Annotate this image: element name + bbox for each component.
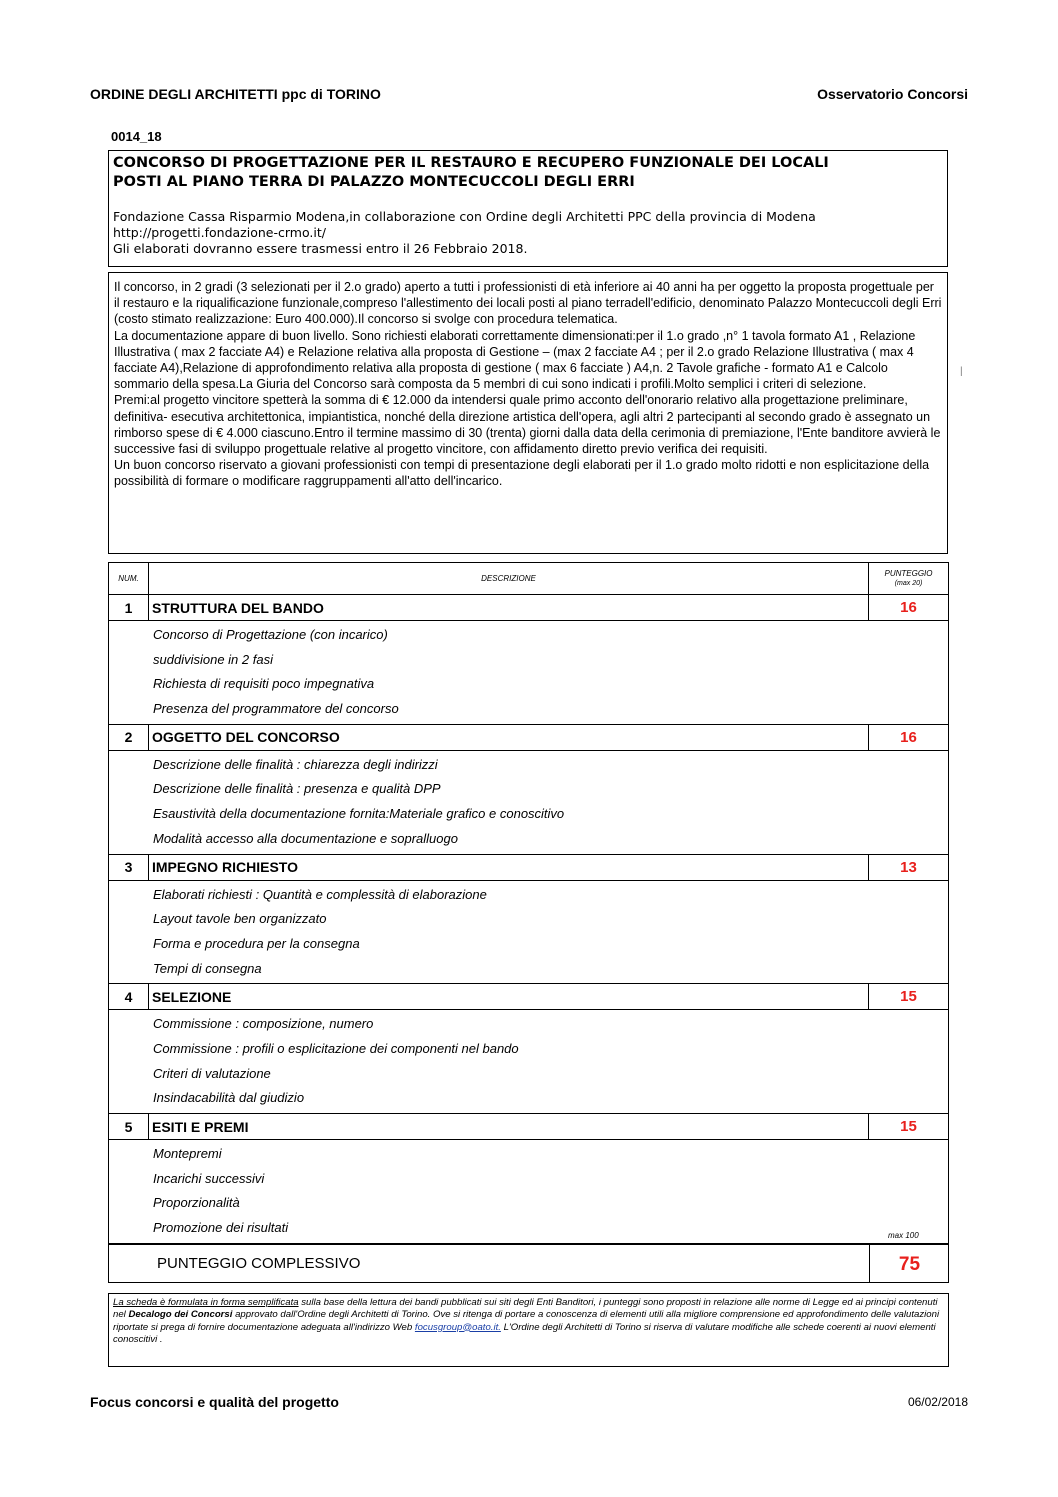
category-row	[109, 854, 949, 880]
criterion-item: Forma e procedura per la consegna	[153, 935, 360, 951]
criterion-item: Richiesta di requisiti poco impegnativa	[153, 676, 375, 692]
category-label: ESITI E PREMI	[149, 1114, 869, 1140]
category-row	[109, 595, 949, 621]
title-line-2: POSTI AL PIANO TERRA DI PALAZZO MONTECUCCOLI DEGLI ERRI	[113, 174, 635, 190]
category-items	[109, 1010, 949, 1114]
footer-date: 06/02/2018	[907, 1395, 968, 1409]
criterion-item: Proporzionalità	[153, 1195, 240, 1211]
category-number: 5	[109, 1114, 149, 1140]
criterion-item: Concorso di Progettazione (con incarico)	[153, 627, 388, 642]
category-row	[109, 984, 949, 1010]
category-items	[109, 750, 949, 854]
org-header: ORDINE DEGLI ARCHITETTI ppc di TORINO	[90, 86, 381, 102]
note-decalogo: Decalogo dei Concorsi	[128, 1309, 233, 1321]
note-text: L'Ordine degli Architetti di Torino si riserva di valutare modifiche alle schede coerenti ai nuovi elementi conoscitivi .	[113, 1321, 936, 1345]
col-num-header: NUM.	[109, 563, 149, 595]
col-score-header	[869, 563, 949, 595]
col-desc-header: DESCRIZIONE	[149, 563, 869, 595]
deadline-text: Gli elaborati dovranno essere trasmessi entro il 26 Febbraio 2018.	[113, 241, 528, 256]
category-items-row	[109, 1140, 949, 1244]
criterion-item: suddivisione in 2 fasi	[153, 651, 273, 667]
total-score: 75	[898, 1254, 921, 1275]
side-mark: |	[960, 366, 963, 377]
criterion-item: Criteri di valutazione	[153, 1065, 271, 1081]
max-total-label: max 100	[888, 1231, 919, 1240]
description-paragraph: Il concorso, in 2 gradi (3 selezionati per il 2.o grado) aperto a tutti i professionisti di età inferiore ai 40 anni ha per oggetto la proposta progettuale per il restauro e la riqualificazione funzionale,compreso l'allestimento dei locali posti al piano terradell'edificio, denominato Palazzo Montecuccoli degli Erri (costo stimato realizzazione: Euro 400.000).Il concorso si svolge con procedura telematica.	[114, 280, 942, 327]
category-score: 16	[869, 724, 949, 750]
criterion-item: Descrizione delle finalità : presenza e qualità DPP	[153, 781, 441, 797]
category-row	[109, 724, 949, 750]
category-number: 2	[109, 724, 149, 750]
score-table	[108, 562, 949, 1244]
note-text: approvato dall'Ordine degli Architetti di Torino. Ove si ritenga di portare a conoscenza di elementi utili alla migliore comprensione ed approfondimento delle valutazioni riportate si prega di fornire documentazione adeguata all'indirizzo Web	[113, 1309, 940, 1333]
category-score: 15	[869, 984, 949, 1010]
category-score: 15	[869, 1114, 949, 1140]
observatory-header: Osservatorio Concorsi	[817, 86, 968, 102]
category-items	[109, 621, 949, 725]
category-number: 1	[109, 595, 149, 621]
criterion-item: Tempi di consegna	[153, 960, 262, 976]
note-text: sulla base della lettura dei bandi pubblicati sui siti degli Enti Banditori, i punteggi sono proposti in relazione alle norme di Legge ed ai principi contenuti nel	[113, 1297, 938, 1321]
total-label: PUNTEGGIO COMPLESSIVO	[157, 1255, 361, 1272]
category-items-row	[109, 621, 949, 725]
total-box	[108, 1244, 949, 1283]
criterion-item: Presenza del programmatore del concorso	[153, 701, 399, 717]
description-box	[108, 272, 948, 554]
promoter-text: Fondazione Cassa Risparmio Modena,in collaborazione con Ordine degli Architetti PPC della provincia di Modena	[113, 209, 816, 224]
title-line-1: CONCORSO DI PROGETTAZIONE PER IL RESTAURO E RECUPERO FUNZIONALE DEI LOCALI	[113, 155, 829, 171]
title-box	[108, 150, 948, 267]
table-header-row	[109, 563, 949, 595]
criterion-item: Montepremi	[153, 1146, 222, 1161]
category-items-row	[109, 750, 949, 854]
category-label: SELEZIONE	[149, 984, 869, 1010]
category-items-row	[109, 1010, 949, 1114]
category-items	[109, 880, 949, 984]
description-paragraph: Premi:al progetto vincitore spetterà la somma di € 12.000 da intendersi quale primo acconto dell'onorario relativo alla progettazione preliminare, definitiva- esecutiva architettonica, impiantistica, nonché della direzione artistica dell'opera, agli altri 2 partecipanti al secondo grado è assegnato un rimborso spese di € 4.000 ciascuno.Entro il termine massimo di 30 (trenta) giorni dalla data della cerimonia di premiazione, l'Ente banditore avvierà le successive fasi di sviluppo progettuale relative al progetto vincitore, con affidamento diretto previo verifica dei requisiti.	[114, 393, 941, 457]
note-email-link[interactable]: focusgroup@oato.it.	[414, 1321, 501, 1333]
category-label: STRUTTURA DEL BANDO	[149, 595, 869, 621]
col-score-max: (max 20)	[894, 580, 923, 587]
category-number: 3	[109, 854, 149, 880]
description-paragraph: Un buon concorso riservato a giovani professionisti con tempi di presentazione degli elaborati per il 1.o grado molto ridotti e non esplicitazione della possibilità di formare o modificare raggruppamenti all'atto dell'incarico.	[114, 458, 930, 489]
note-lead: La scheda è formulata in forma semplificata	[113, 1297, 299, 1308]
category-score: 13	[869, 854, 949, 880]
category-score: 16	[869, 595, 949, 621]
criterion-item: Commissione : profili o esplicitazione dei componenti nel bando	[153, 1040, 519, 1056]
criterion-item: Elaborati richiesti : Quantità e complessità di elaborazione	[153, 886, 487, 902]
col-score-label: PUNTEGGIO	[884, 569, 933, 578]
category-items-row	[109, 880, 949, 984]
category-items	[109, 1140, 949, 1244]
criterion-item: Descrizione delle finalità : chiarezza degli indirizzi	[153, 756, 438, 772]
competition-code: 0014_18	[111, 129, 162, 144]
criterion-item: Modalità accesso alla documentazione e sopralluogo	[153, 830, 458, 846]
category-label: IMPEGNO RICHIESTO	[149, 854, 869, 880]
description-paragraph: La documentazione appare di buon livello. Sono richiesti elaborati correttamente dimensionati:per il 1.o grado ,n° 1 tavola formato A1 , Relazione Illustrativa ( max 2 facciate A4) e Relazione relativa alla proposta di Gestione – (max 2 facciate A4 ; per il 2.o grado Relazione Illustrativa ( max 4 facciate A4),Relazione di approfondimento relativa alla proposta di gestione ( max 6 facciate ) A4,n. 2 Tavole grafiche - formato A1 e Calcolo sommario della spesa.La Giuria del Concorso sarà composta da 5 membri di cui sono indicati i profili.Molto semplici i criteri di selezione.	[114, 328, 916, 392]
category-label: OGGETTO DEL CONCORSO	[149, 724, 869, 750]
footer-title: Focus concorsi e qualità del progetto	[90, 1394, 339, 1410]
category-row	[109, 1114, 949, 1140]
criterion-item: Esaustività della documentazione fornita:Materiale grafico e conoscitivo	[153, 806, 565, 822]
criterion-item: Insindacabilità dal giudizio	[153, 1090, 305, 1106]
criterion-item: Commissione : composizione, numero	[153, 1016, 374, 1032]
criterion-item: Promozione dei risultati	[153, 1220, 289, 1236]
criterion-item: Incarichi successivi	[153, 1170, 265, 1186]
disclaimer-note	[108, 1293, 949, 1367]
criterion-item: Layout tavole ben organizzato	[153, 911, 327, 927]
promoter-url[interactable]: http://progetti.fondazione-crmo.it/	[113, 225, 326, 240]
category-number: 4	[109, 984, 149, 1010]
